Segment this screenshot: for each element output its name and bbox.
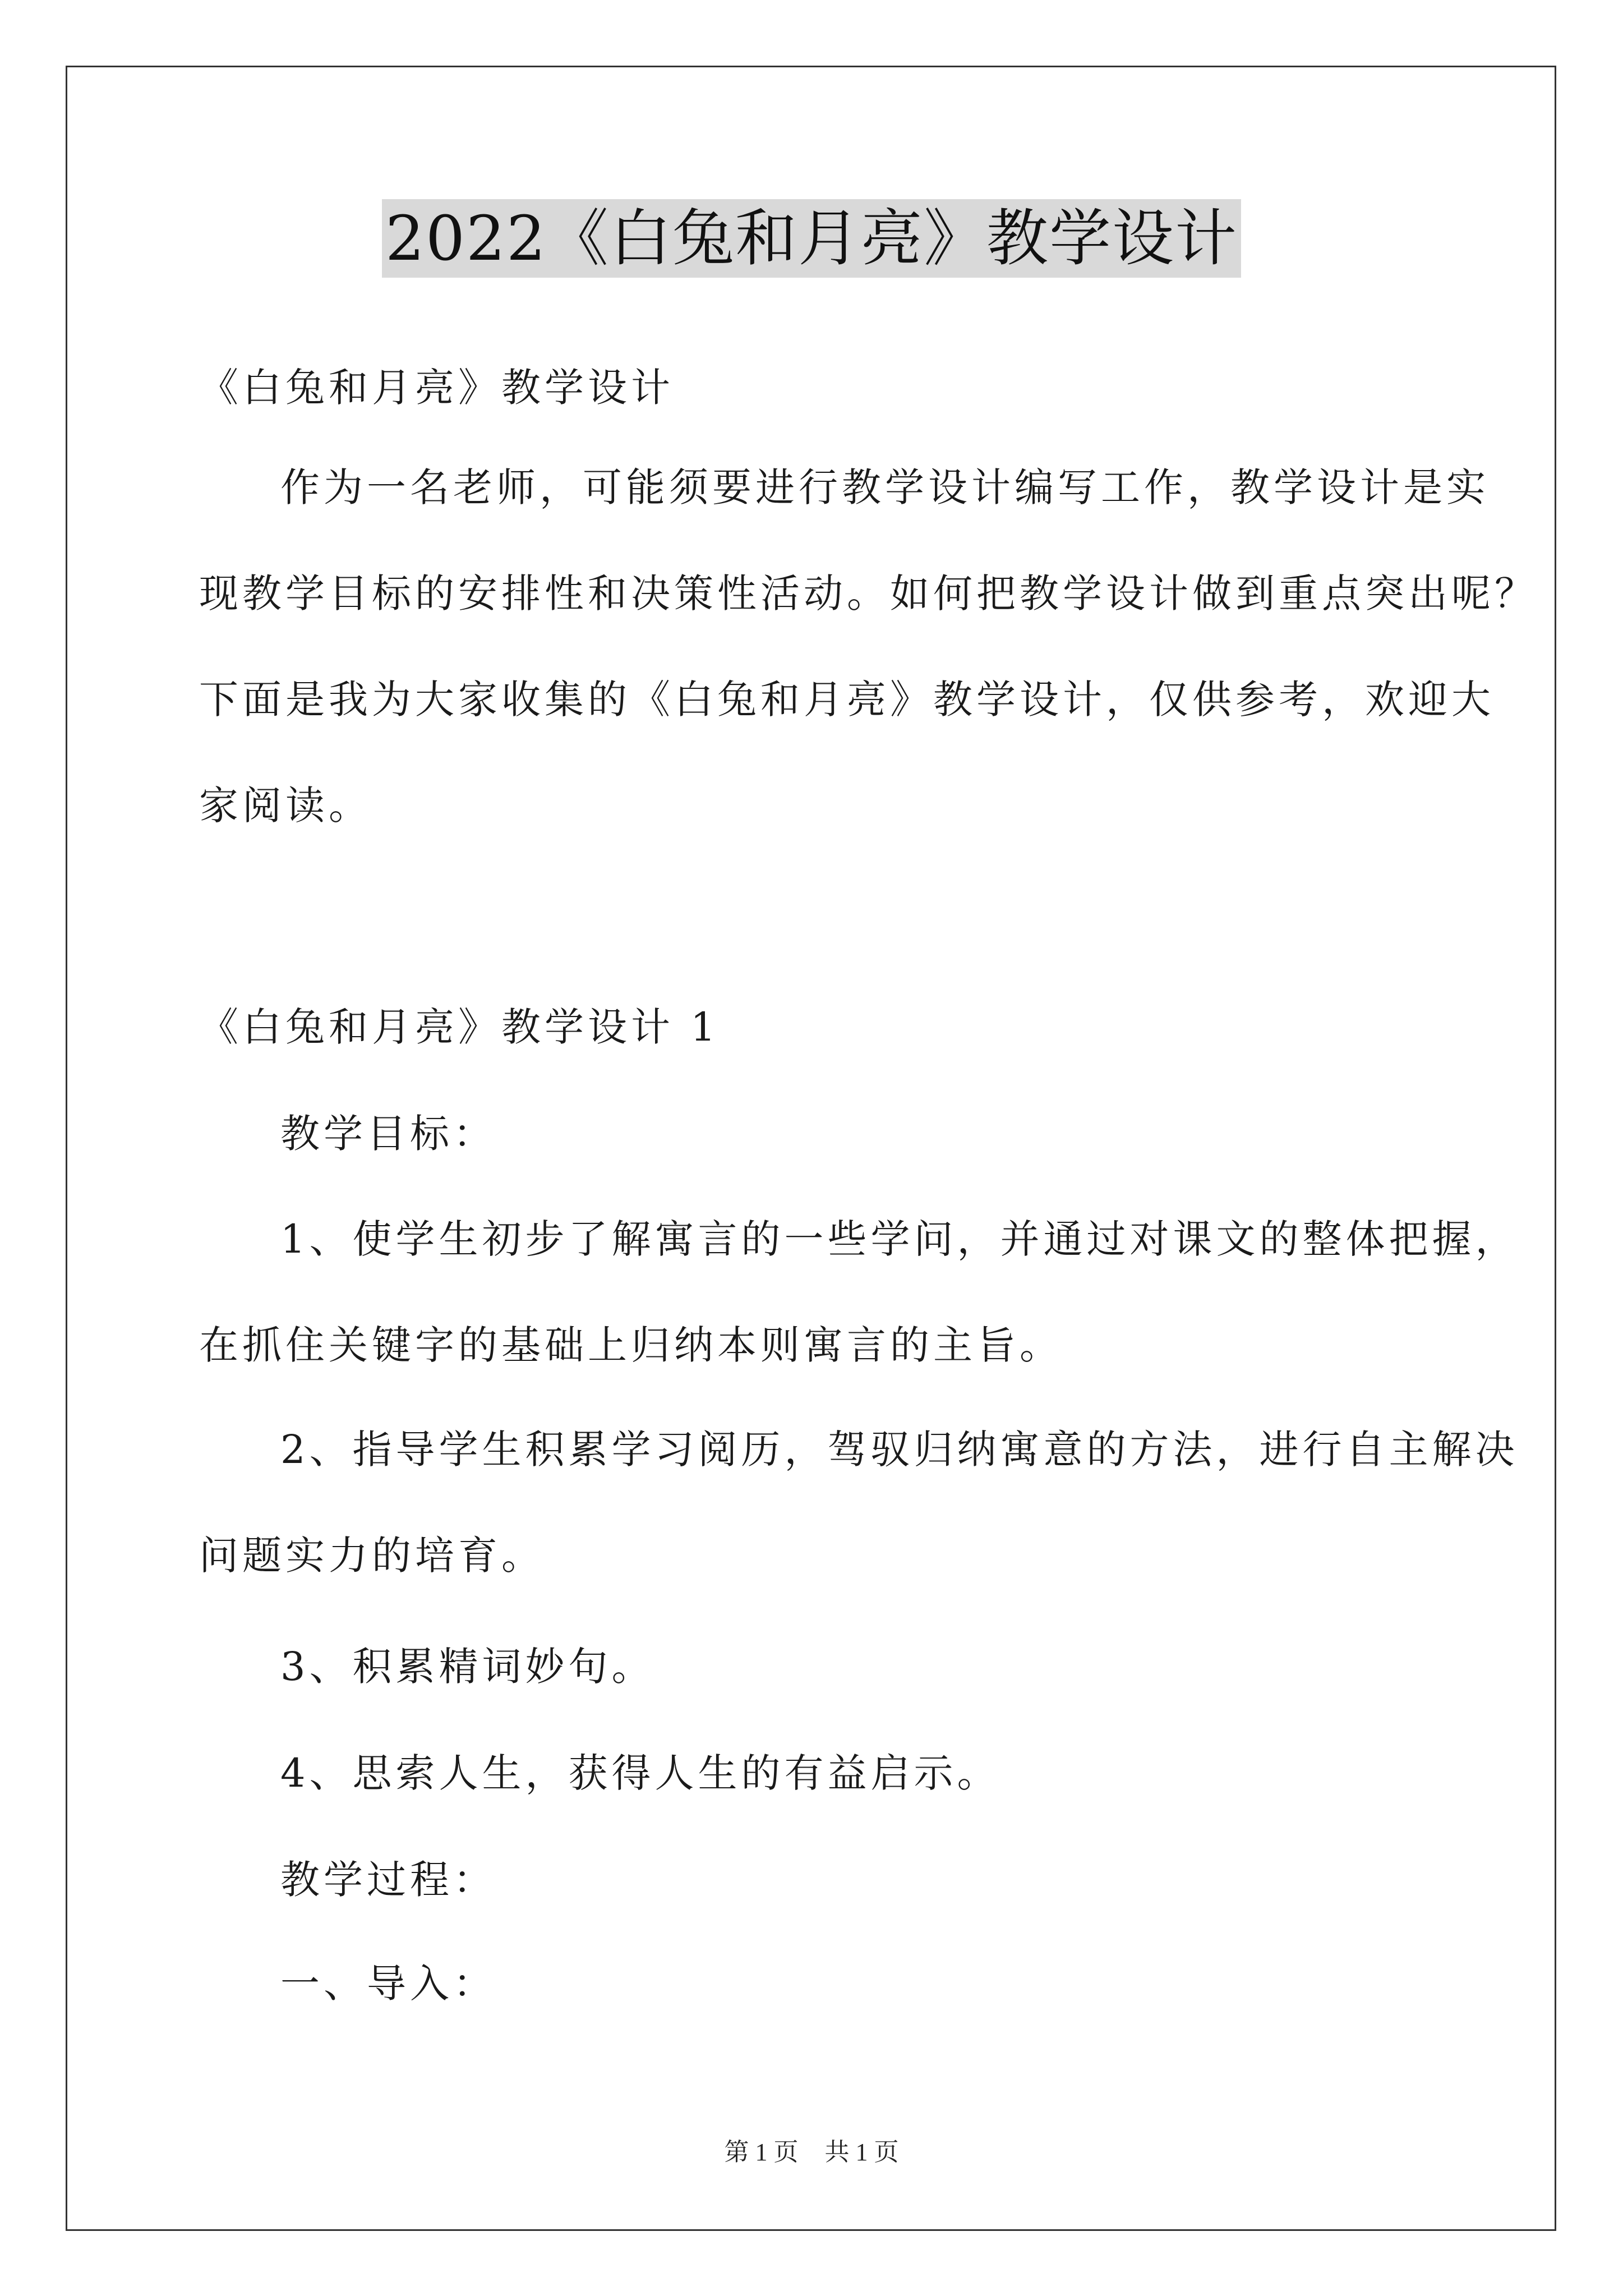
page-total: 共 1 页 [824,2138,899,2166]
goal-3: 3、积累精词妙句。 [280,1644,655,1690]
step-1-label: 一、导入： [280,1961,496,2007]
process-label: 教学过程： [280,1857,496,1903]
page-footer [0,2132,1623,2168]
intro-paragraph [199,435,1538,859]
title-container [0,199,1623,278]
goal-2-line: 2、指导学生积累学习阅历，驾驭归纳寓意的方法，进行自主解决 [280,1427,1519,1473]
intro-line: 家阅读。 [199,783,372,829]
intro-line: 下面是我为大家收集的《白兔和月亮》教学设计，仅供参考，欢迎大 [199,677,1495,723]
goal-1-line: 1、使学生初步了解寓言的一些学问，并通过对课文的整体把握， [280,1216,1519,1262]
goal-2 [199,1397,1519,1609]
goal-4: 4、思索人生，获得人生的有益启示。 [280,1750,1000,1796]
intro-line: 作为一名老师，可能须要进行教学设计编写工作，教学设计是实 [280,464,1490,510]
section-heading: 《白兔和月亮》教学设计 1 [199,1004,720,1050]
intro-line: 现教学目标的安排性和决策性活动。如何把教学设计做到重点突出呢？ [199,570,1538,616]
subtitle: 《白兔和月亮》教学设计 [199,365,674,411]
document-title: 2022《白兔和月亮》教学设计 [382,199,1241,278]
goal-1 [199,1186,1519,1398]
goal-2-line: 问题实力的培育。 [199,1533,545,1579]
goal-1-line: 在抓住关键字的基础上归纳本则寓言的主旨。 [199,1322,1063,1368]
page-current: 第 1 页 [724,2138,799,2166]
goals-label: 教学目标： [280,1111,496,1157]
